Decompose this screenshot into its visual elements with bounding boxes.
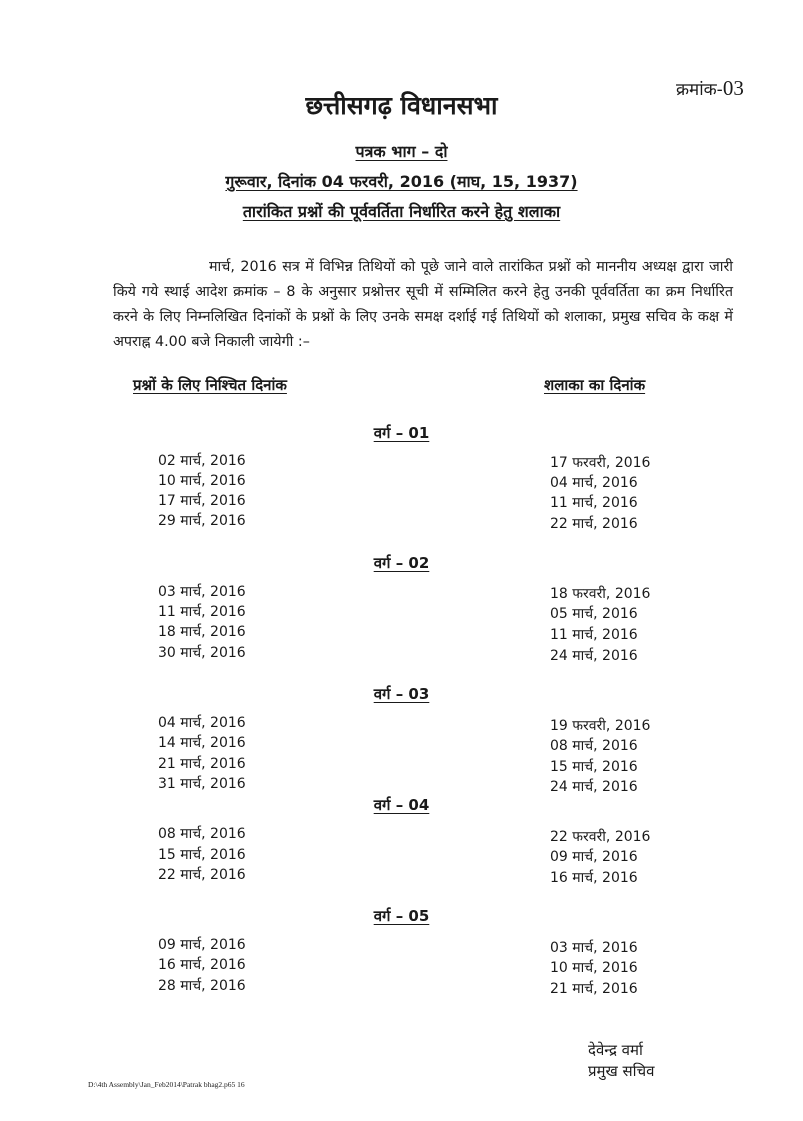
file-path-footer: D:\4th Assembly\Jan_Feb2014\Patrak bhag2.p65 16 [88,1080,245,1089]
question-date: 18 मार्च, 2016 [158,624,246,640]
signatory-designation: प्रमुख सचिव [588,1062,655,1080]
question-date: 16 मार्च, 2016 [158,957,246,973]
subject-heading: तारांकित प्रश्नों की पूर्ववर्तिता निर्धारित करने हेतु शलाका [242,202,561,221]
column-header-question-dates: प्रश्नों के लिए निश्चित दिनांक [133,376,287,394]
question-date: 15 मार्च, 2016 [158,847,246,863]
lot-date: 03 मार्च, 2016 [550,940,638,956]
lot-date: 08 मार्च, 2016 [550,738,638,754]
question-date: 17 मार्च, 2016 [158,493,246,509]
group-title: वर्ग – 01 [373,424,430,442]
date-heading: गुरूवार, दिनांक 04 फरवरी, 2016 (माघ, 15, 1937) [225,172,578,191]
lot-date: 24 मार्च, 2016 [550,779,638,795]
question-date: 30 मार्च, 2016 [158,645,246,661]
lot-date: 15 मार्च, 2016 [550,759,638,775]
group-title: वर्ग – 02 [373,554,430,572]
lot-date: 16 मार्च, 2016 [550,870,638,886]
serial-label: क्रमांक- [676,80,723,100]
signatory-name: देवेन्द्र वर्मा [588,1041,643,1059]
lot-date: 24 मार्च, 2016 [550,648,638,664]
question-date: 28 मार्च, 2016 [158,978,246,994]
question-date: 04 मार्च, 2016 [158,715,246,731]
lot-date: 11 मार्च, 2016 [550,627,638,643]
question-date: 21 मार्च, 2016 [158,756,246,772]
group-title: वर्ग – 03 [373,685,430,703]
lot-date: 21 मार्च, 2016 [550,981,638,997]
group-title: वर्ग – 04 [373,796,430,814]
question-date: 10 मार्च, 2016 [158,473,246,489]
lot-date: 22 मार्च, 2016 [550,516,638,532]
group-title: वर्ग – 05 [373,907,430,925]
lot-date: 05 मार्च, 2016 [550,606,638,622]
lot-date: 09 मार्च, 2016 [550,849,638,865]
lot-date: 18 फरवरी, 2016 [550,586,651,602]
question-date: 11 मार्च, 2016 [158,604,246,620]
question-date: 09 मार्च, 2016 [158,937,246,953]
serial-value: 03 [722,76,744,100]
lot-date: 22 फरवरी, 2016 [550,829,651,845]
body-paragraph: मार्च, 2016 सत्र में विभिन्न तिथियों को पूछे जाने वाले तारांकित प्रश्नों को माननीय अध्यक्ष द्वारा जारी किये गये स्थाई आदेश क्रमांक – 8 के अनुसार प्रश्नोत्तर सूची में सम्मिलित करने हेतु उनकी पूर्ववर्तिता का क्रम निर्धारित करने के लिए निम्नलिखित दिनांकों के प्रश्नों के लिए उनके समक्ष दर्शाई गई तिथियों को शलाका, प्रमुख सचिव के कक्ष में अपराह्न 4.00 बजे निकाली जायेगी :– [113,259,733,350]
part-heading: पत्रक भाग – दो [355,142,448,161]
lot-date: 11 मार्च, 2016 [550,495,638,511]
question-date: 22 मार्च, 2016 [158,867,246,883]
question-date: 14 मार्च, 2016 [158,735,246,751]
question-date: 02 मार्च, 2016 [158,453,246,469]
lot-date: 19 फरवरी, 2016 [550,718,651,734]
document-title: छत्तीसगढ़ विधानसभा [305,91,498,120]
question-date: 31 मार्च, 2016 [158,776,246,792]
question-date: 08 मार्च, 2016 [158,826,246,842]
lot-date: 10 मार्च, 2016 [550,960,638,976]
column-header-lot-dates: शलाका का दिनांक [544,376,646,394]
lot-date: 04 मार्च, 2016 [550,475,638,491]
question-date: 29 मार्च, 2016 [158,513,246,529]
question-date: 03 मार्च, 2016 [158,584,246,600]
lot-date: 17 फरवरी, 2016 [550,455,651,471]
